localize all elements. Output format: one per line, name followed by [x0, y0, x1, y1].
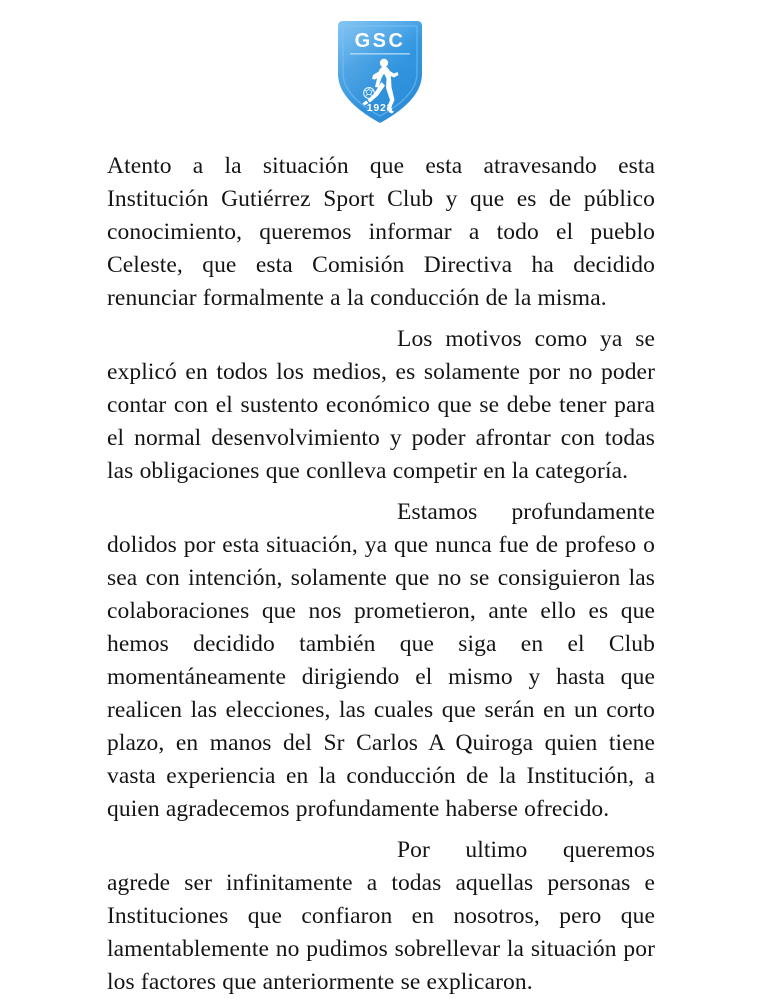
- letter-body: [107, 150, 655, 999]
- crest-year-text: 1923: [366, 102, 394, 114]
- paragraph-3: Estamos profundamente dolidos por esta situación, ya que nunca fue de profeso o sea con intención, solamente que no se consiguieron las colaboraciones que nos prometieron, ante ello es que hemos decidido también que siga en el Club momentáneamente dirigiendo el mismo y hasta que realicen las elecciones, las cuales que serán en un corto plazo, en manos del Sr Carlos A Quiroga quien tiene vasta experiencia en la conducción de la Institución, a quien agradecemos profundamente haberse ofrecido.: [107, 499, 655, 822]
- crest-divider: [350, 53, 410, 55]
- paragraph-4: Por ultimo queremos agrede ser infinitamente a todas aquellas personas e Instituciones que confiaron en nosotros, pero que lamentablemente no pudimos sobrellevar la situación por los factores que anteriormente se explicaron.: [107, 837, 655, 995]
- paragraph-2: Los motivos como ya se explicó en todos los medios, es solamente por no poder contar con el sustento económico que se debe tener para el normal desenvolvimiento y poder afrontar con todas las obligaciones que conlleva competir en la categoría.: [107, 326, 655, 484]
- gsc-crest-icon: [328, 16, 432, 128]
- crest-monogram-text: GSC: [354, 30, 406, 52]
- paragraph-1: Atento a la situación que esta atravesando esta Institución Gutiérrez Sport Club y que es de público conocimiento, queremos informar a todo el pueblo Celeste, que esta Comisión Directiva ha decidido renunciar formalmente a la conducción de la misma.: [107, 153, 655, 311]
- club-logo-container: [0, 0, 760, 126]
